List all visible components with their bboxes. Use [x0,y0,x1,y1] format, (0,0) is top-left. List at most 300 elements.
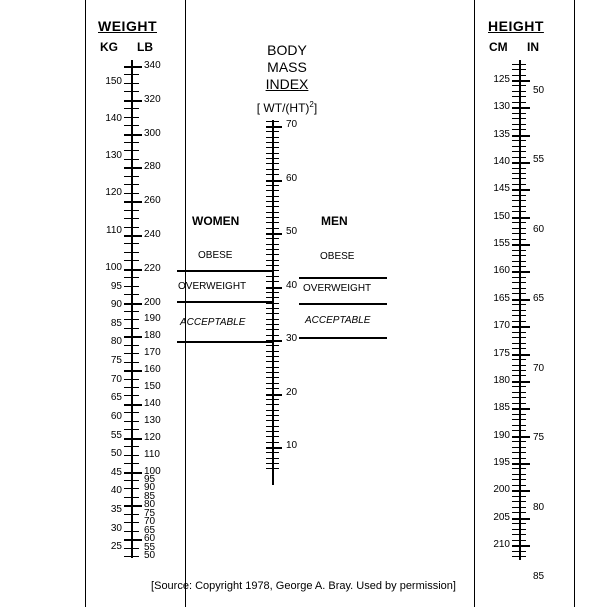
tick-mark [274,335,279,336]
tick-mark [521,474,526,475]
tick-mark [274,426,279,427]
tick-mark [512,129,520,130]
tick-mark [133,556,139,557]
tick-mark [521,69,526,70]
bmi-label-20: 20 [286,387,298,398]
tick-mark [266,324,273,325]
tick-mark [521,381,530,383]
tick-mark [124,387,133,388]
tick-mark [124,134,133,136]
tick-mark [521,146,526,147]
tick-mark [124,227,133,228]
tick-mark [266,180,273,182]
weight-lb-label-110: 110 [144,449,160,460]
tick-mark [512,403,520,404]
tick-mark [124,117,133,118]
tick-mark [266,367,273,368]
height-cm-label-150: 150 [493,211,510,222]
tick-mark [521,233,526,234]
height-in-label-75: 75 [533,432,545,443]
weight-lb-label-200: 200 [144,297,161,308]
tick-mark [124,201,133,203]
tick-mark [274,233,282,235]
tick-mark [124,277,133,278]
tick-mark [512,523,520,524]
tick-mark [512,293,520,294]
tick-mark [521,157,526,158]
tick-mark [266,447,273,449]
tick-mark [274,404,279,405]
tick-mark [274,131,279,132]
tick-mark [266,356,273,357]
tick-mark [133,531,139,532]
tick-mark [124,210,133,211]
tick-mark [521,250,526,251]
tick-mark [521,523,526,524]
tick-mark [133,548,139,549]
women-overweight-label: OVERWEIGHT [178,281,247,292]
tick-mark [274,420,279,421]
height-in-label-70: 70 [533,363,545,374]
tick-mark [133,311,139,312]
tick-mark [521,414,526,415]
tick-mark [512,474,520,475]
tick-mark [124,522,133,523]
tick-mark [266,436,273,437]
weight-kg-label-150: 150 [105,76,122,87]
tick-mark [274,190,279,191]
tick-mark [124,91,133,92]
tick-mark [124,353,133,354]
tick-mark [521,326,530,328]
tick-mark [274,287,282,289]
tick-mark [512,447,520,448]
tick-mark [266,297,273,298]
weight-kg-label-40: 40 [110,485,122,496]
weight-lb-label-220: 220 [144,263,161,274]
height-cm-label-175: 175 [493,348,510,359]
tick-mark [266,281,273,282]
tick-mark [124,108,133,109]
tick-mark [521,343,526,344]
tick-mark [274,217,279,218]
tick-mark [521,392,526,393]
weight-kg-label-90: 90 [110,299,122,310]
tick-mark [133,362,139,363]
tick-mark [521,321,526,322]
weight-kg-label-70: 70 [110,374,122,385]
tick-mark [521,507,526,508]
tick-mark [521,496,526,497]
tick-mark [521,348,526,349]
tick-mark [521,64,526,65]
tick-mark [512,282,520,283]
weight-kg-label-50: 50 [110,448,122,459]
tick-mark [124,505,133,507]
tick-mark [124,336,133,338]
tick-mark [266,244,273,245]
tick-mark [266,185,273,186]
height-in-label-50: 50 [533,85,545,96]
tick-mark [512,408,520,410]
height-unit-cm: CM [489,40,508,54]
tick-mark [124,480,133,481]
tick-mark [133,328,139,329]
bmi-label-60: 60 [286,173,298,184]
tick-mark [274,265,279,266]
tick-mark [133,193,139,194]
tick-mark [274,260,279,261]
tick-mark [521,556,526,557]
tick-mark [266,399,273,400]
tick-mark [521,107,530,109]
tick-mark [512,375,520,376]
weight-kg-label-45: 45 [110,467,122,478]
tick-mark [512,501,520,502]
tick-mark [133,210,139,211]
tick-mark [124,370,133,372]
tick-mark [512,151,520,152]
tick-mark [512,392,520,393]
tick-mark [124,438,133,440]
weight-kg-label-85: 85 [110,318,122,329]
tick-mark [274,201,279,202]
tick-mark [512,540,520,541]
tick-mark [512,200,520,201]
tick-mark [133,412,139,413]
tick-mark [266,383,273,384]
tick-mark [521,129,526,130]
tick-mark [274,206,279,207]
tick-mark [521,551,526,552]
tick-mark [521,512,526,513]
tick-mark [521,458,526,459]
tick-mark [124,235,133,237]
tick-mark [124,328,133,329]
tick-mark [512,157,520,158]
tick-mark [512,381,520,383]
tick-mark [521,184,526,185]
tick-mark [124,286,133,287]
tick-mark [521,222,526,223]
tick-mark [512,80,520,82]
source-note: [Source: Copyright 1978, George A. Bray. Used by permission] [151,580,456,592]
tick-mark [274,158,279,159]
tick-mark [512,255,520,256]
tick-mark [266,463,273,464]
tick-mark [266,303,273,304]
tick-mark [512,113,520,114]
tick-mark [266,420,273,421]
tick-mark [521,211,526,212]
tick-mark [133,235,142,237]
tick-mark [133,150,139,151]
tick-mark [512,425,520,426]
height-cm-label-200: 200 [493,484,510,495]
tick-mark [133,159,139,160]
tick-mark [521,529,526,530]
tick-mark [266,153,273,154]
tick-mark [512,277,520,278]
tick-mark [521,436,530,438]
tick-mark [512,507,520,508]
tick-mark [133,108,139,109]
tick-mark [512,239,520,240]
tick-mark [133,438,142,440]
tick-mark [266,404,273,405]
tick-mark [274,196,279,197]
tick-mark [274,447,282,449]
tick-mark [274,313,279,314]
tick-mark [274,372,279,373]
height-cm-label-210: 210 [493,539,510,550]
tick-mark [512,468,520,469]
tick-mark [512,206,520,207]
height-in-label-85: 85 [533,571,545,582]
tick-mark [266,468,273,469]
tick-mark [512,211,520,212]
tick-mark [512,365,520,366]
weight-lb-label-70: 70 [144,516,156,527]
women-heading: WOMEN [192,214,240,228]
tick-mark [512,140,520,141]
tick-mark [512,518,520,520]
tick-mark [274,244,279,245]
tick-mark [521,299,530,301]
tick-mark [512,441,520,442]
tick-mark [124,472,133,474]
tick-mark [521,195,526,196]
tick-mark [512,107,520,109]
tick-mark [124,294,133,295]
height-cm-label-180: 180 [493,375,510,386]
tick-mark [521,271,530,273]
height-cm-label-125: 125 [493,74,510,85]
tick-mark [512,178,520,179]
weight-lb-label-150: 150 [144,381,161,392]
tick-mark [266,458,273,459]
tick-mark [521,255,526,256]
tick-mark [521,386,526,387]
tick-mark [521,124,526,125]
tick-mark [266,121,273,122]
tick-mark [512,452,520,453]
tick-mark [124,319,133,320]
tick-mark [521,293,526,294]
tick-mark [124,421,133,422]
tick-mark [274,356,279,357]
tick-mark [266,260,273,261]
weight-kg-label-110: 110 [106,225,122,236]
tick-mark [133,218,139,219]
tick-mark [521,452,526,453]
tick-mark [512,244,520,246]
tick-mark [266,196,273,197]
weight-unit-lb: LB [137,40,153,54]
bmi-title-line2: MASS [267,59,307,75]
tick-mark [512,512,520,513]
tick-mark [512,162,520,164]
tick-mark [274,431,279,432]
weight-lb-label-120: 120 [144,432,161,443]
weight-kg-label-25: 25 [110,541,122,552]
tick-mark [133,260,139,261]
tick-mark [512,436,520,438]
tick-mark [512,354,520,356]
tick-mark [133,303,142,305]
tick-mark [266,249,273,250]
tick-mark [274,458,279,459]
tick-mark [512,102,520,103]
tick-mark [124,488,133,489]
tick-mark [124,345,133,346]
tick-mark [521,425,526,426]
tick-mark [266,190,273,191]
tick-mark [274,137,279,138]
tick-mark [512,261,520,262]
tick-mark [274,142,279,143]
tick-mark [274,442,279,443]
tick-mark [521,228,526,229]
tick-mark [521,540,526,541]
weight-unit-kg: KG [100,40,118,54]
tick-mark [266,163,273,164]
tick-mark [266,415,273,416]
tick-mark [512,135,520,137]
tick-mark [512,266,520,267]
tick-mark [521,102,526,103]
tick-mark [274,169,279,170]
tick-mark [274,399,279,400]
tick-mark [274,163,279,164]
tick-mark [133,319,139,320]
tick-mark [133,488,139,489]
tick-mark [274,319,279,320]
weight-kg-label-100: 100 [105,262,122,273]
tick-mark [133,252,139,253]
tick-mark [124,74,133,75]
tick-mark [521,91,526,92]
height-unit-in: IN [527,40,539,54]
tick-mark [512,386,520,387]
bmi-label-70: 70 [286,119,298,130]
tick-mark [274,126,282,128]
tick-mark [133,167,142,169]
bmi-title-line3: INDEX [265,76,309,92]
tick-mark [266,201,273,202]
tick-mark [521,403,526,404]
tick-mark [512,337,520,338]
tick-mark [512,458,520,459]
tick-mark [521,282,526,283]
tick-mark [266,431,273,432]
tick-mark [133,429,139,430]
tick-mark [124,260,133,261]
tick-mark [266,361,273,362]
height-cm-label-140: 140 [493,156,510,167]
tick-mark [274,212,279,213]
tick-mark [512,545,520,547]
tick-mark [521,80,530,82]
tick-mark [133,497,139,498]
tick-mark [274,297,279,298]
tick-mark [124,463,133,464]
tick-mark [521,518,530,520]
tick-mark [274,452,279,453]
tick-mark [274,228,279,229]
tick-mark [521,217,530,219]
tick-mark [124,176,133,177]
tick-mark [512,64,520,65]
tick-mark [133,446,139,447]
bmi-formula-base: [ WT/(HT) [256,101,310,115]
tick-mark [124,514,133,515]
weight-kg-label-75: 75 [110,355,122,366]
men-overweight-label: OVERWEIGHT [303,283,372,294]
tick-mark [266,372,273,373]
tick-mark [521,315,526,316]
tick-mark [521,200,526,201]
tick-mark [274,303,279,304]
tick-mark [124,252,133,253]
tick-mark [133,522,139,523]
weight-lb-label-160: 160 [144,364,161,375]
tick-mark [274,222,279,223]
weight-kg-label-60: 60 [110,411,122,422]
tick-mark [124,269,133,271]
tick-mark [266,410,273,411]
tick-mark [274,345,279,346]
tick-mark [266,442,273,443]
men-heading: MEN [321,214,348,228]
tick-mark [512,299,520,301]
height-title: HEIGHT [488,18,544,34]
tick-mark [521,375,526,376]
tick-mark [512,551,520,552]
tick-mark [124,412,133,413]
tick-mark [274,468,279,469]
tick-mark [124,167,133,169]
tick-mark [266,212,273,213]
tick-mark [521,178,526,179]
tick-mark [274,324,279,325]
tick-mark [274,463,279,464]
men-rule-obese [299,277,387,279]
height-cm-label-155: 155 [493,238,510,249]
tick-mark [133,379,139,380]
tick-mark [521,151,526,152]
weight-lb-label-65: 65 [144,525,156,536]
tick-mark [266,238,273,239]
tick-mark [521,173,526,174]
tick-mark [512,556,520,557]
tick-mark [521,113,526,114]
tick-mark [274,410,279,411]
tick-mark [521,370,526,371]
tick-mark [274,270,279,271]
tick-mark [124,193,133,194]
tick-mark [124,556,133,557]
tick-mark [266,228,273,229]
tick-mark [124,303,133,305]
tick-mark [266,313,273,314]
tick-mark [521,277,526,278]
tick-mark [266,137,273,138]
tick-mark [266,308,273,309]
tick-mark [521,479,526,480]
tick-mark [133,269,142,271]
tick-mark [512,96,520,97]
